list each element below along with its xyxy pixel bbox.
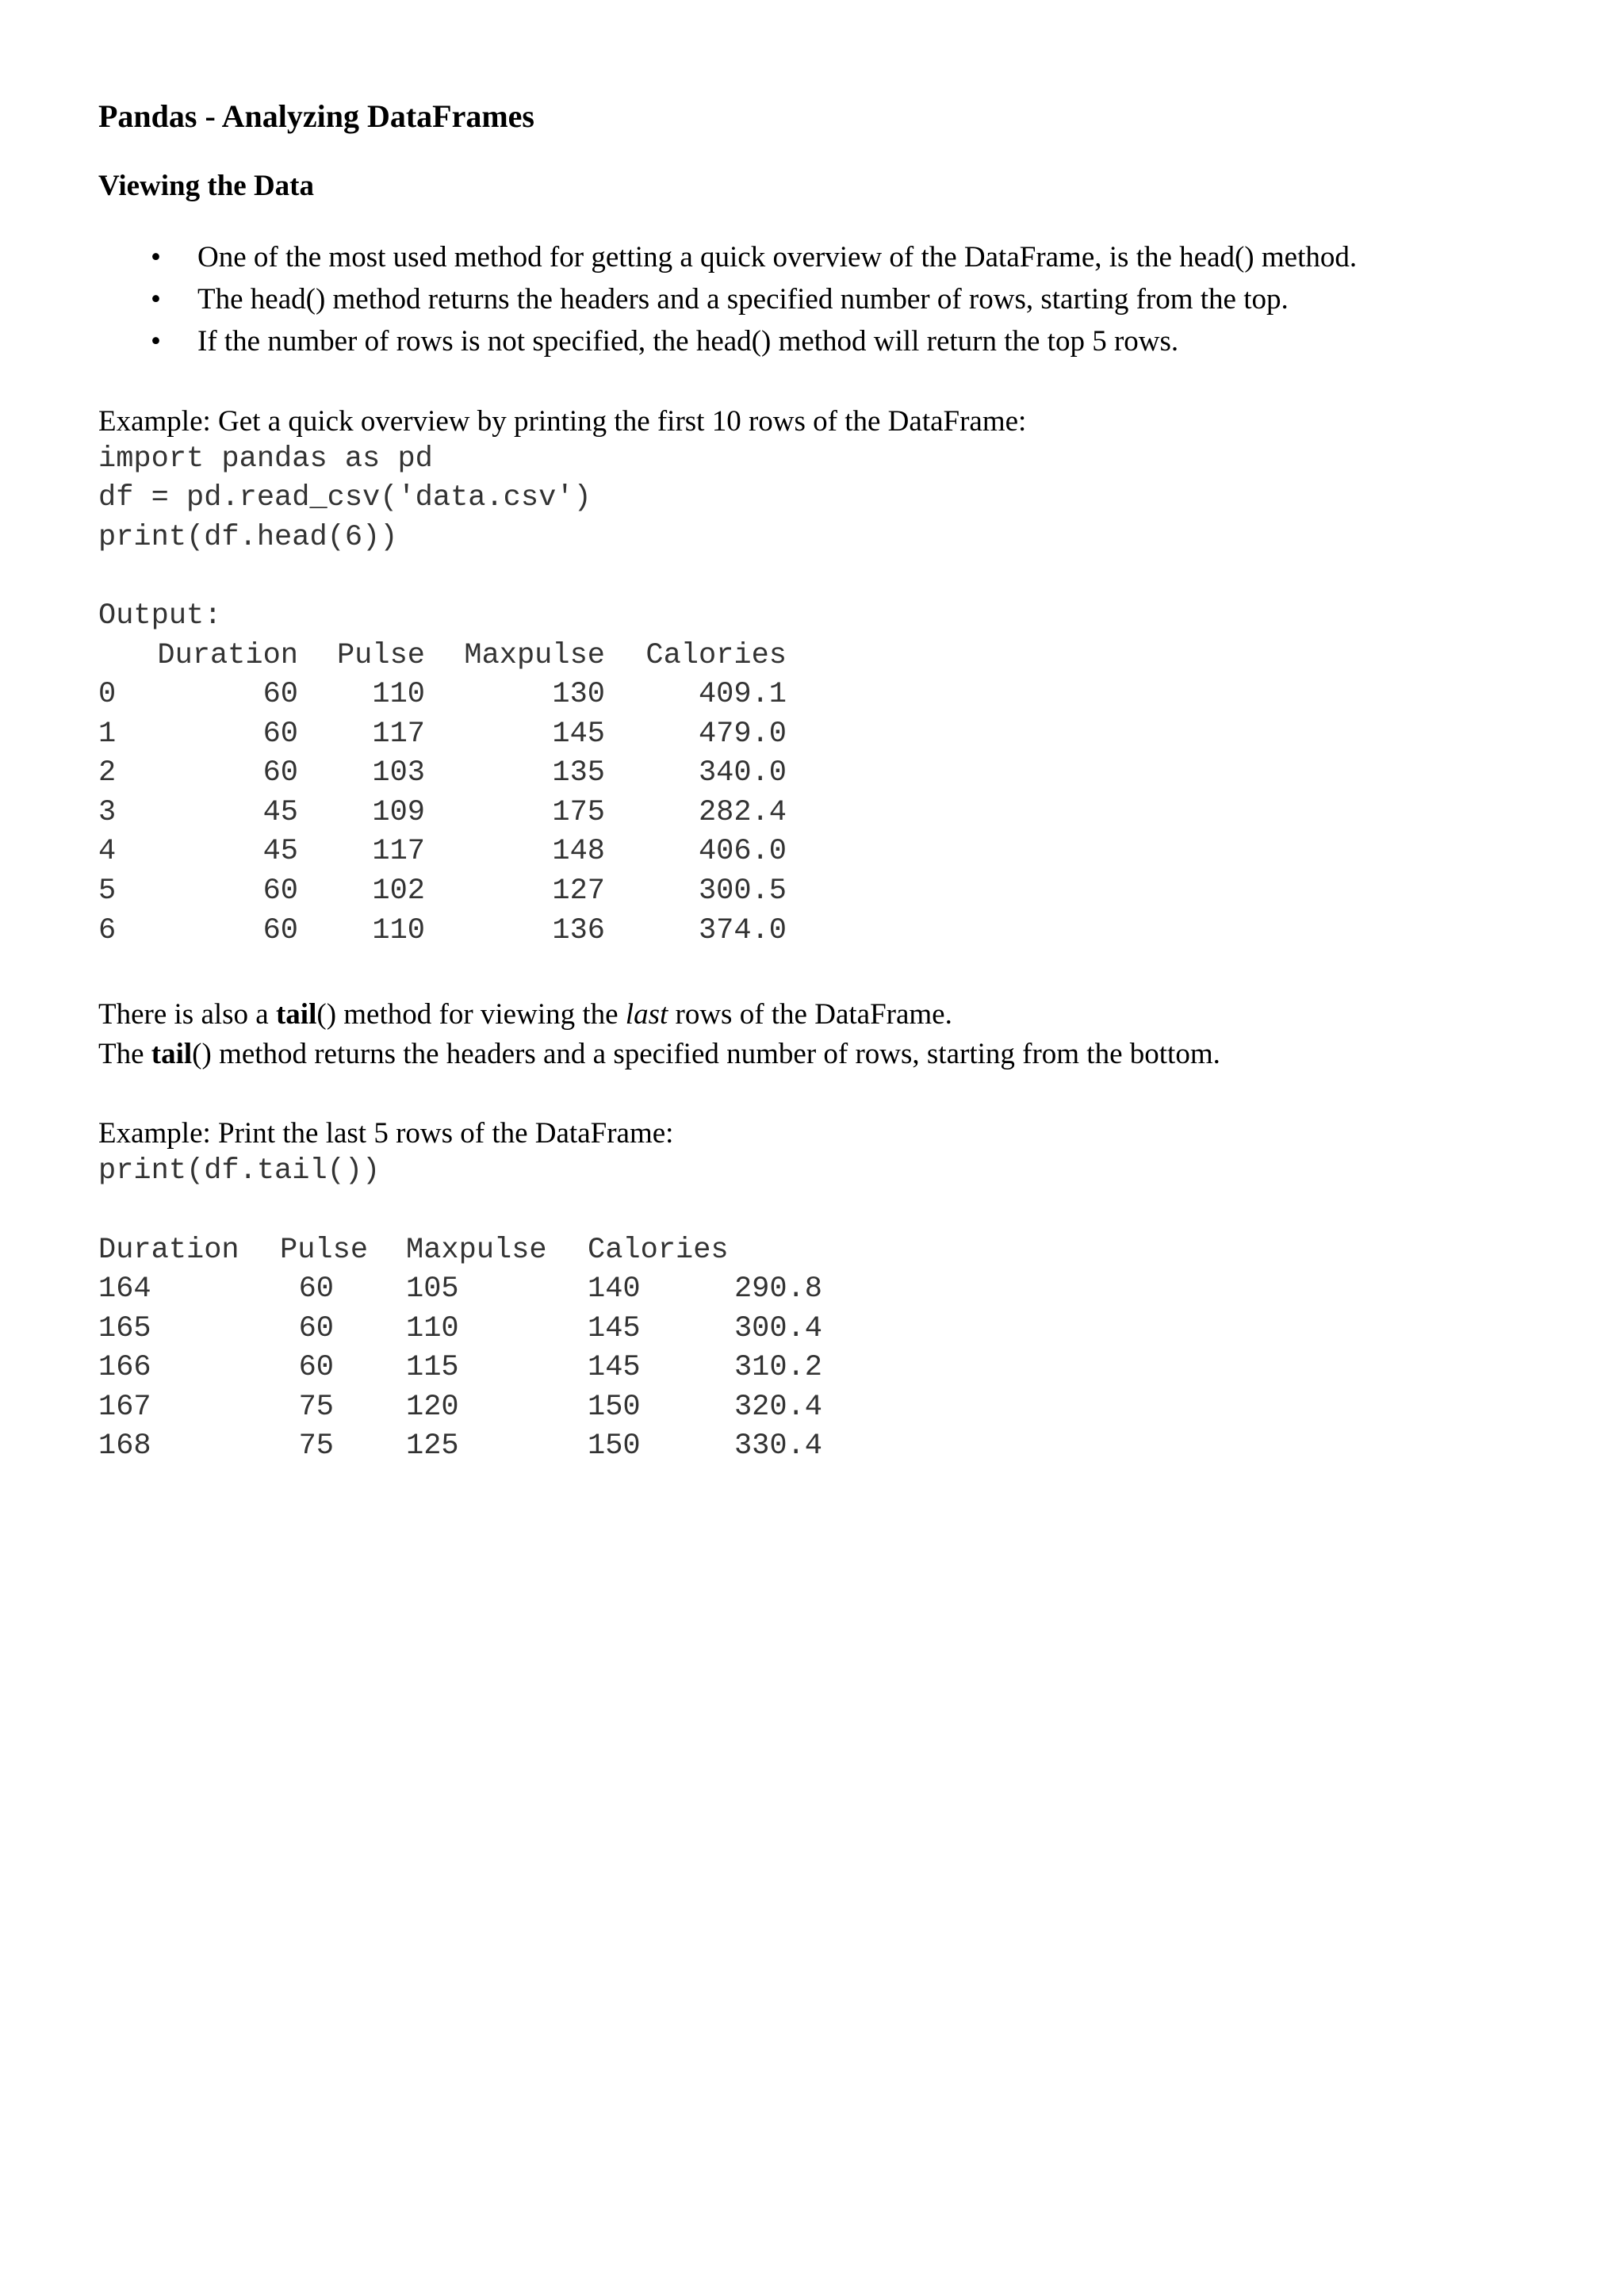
bullet-text: One of the most used method for getting a quick overview of the DataFrame, is the head() method. [197, 241, 1358, 274]
table-column-header: Duration [98, 1234, 239, 1267]
table-cell: 290.8 [733, 1272, 822, 1306]
table-cell: 145 [552, 717, 605, 751]
table-row-index: 0 [98, 678, 117, 711]
table-cell: 175 [552, 795, 605, 829]
table-cell: 282.4 [698, 795, 787, 829]
table-cell: 45 [262, 795, 298, 829]
bullet-icon: • [151, 283, 161, 316]
tail-description-line-2 [98, 1035, 1220, 1074]
code-line: import pandas as pd [98, 442, 433, 476]
bullet-icon: • [151, 241, 161, 274]
bullet-item [98, 278, 1357, 320]
table-column-header: Calories [645, 639, 787, 672]
table-cell: 127 [552, 874, 605, 908]
bold-method-name: tail [151, 1038, 193, 1070]
table-cell: 409.1 [698, 678, 787, 711]
table-cell: 60 [298, 1272, 334, 1306]
code-line: df = pd.read_csv('data.csv') [98, 481, 592, 515]
bullet-icon: • [151, 325, 161, 358]
table-cell: 125 [406, 1429, 459, 1464]
text-segment: The [98, 1038, 151, 1070]
table-cell: 135 [552, 756, 605, 790]
table-cell: 60 [262, 874, 298, 908]
table-cell: 60 [298, 1311, 334, 1345]
table-row-index: 3 [98, 795, 117, 829]
example-head-label: Example: Get a quick overview by printing the first 10 rows of the DataFrame: [98, 405, 1027, 438]
table-row-index: 5 [98, 874, 117, 908]
table-cell: 479.0 [698, 717, 787, 751]
table-column-header: Duration [157, 639, 298, 672]
table-cell: 102 [372, 874, 425, 908]
table-cell: 117 [372, 835, 425, 869]
table-cell: 75 [298, 1390, 334, 1424]
table-cell: 140 [588, 1272, 641, 1306]
table-row-index: 165 [98, 1311, 151, 1345]
table-cell: 300.5 [698, 874, 787, 908]
table-cell: 136 [552, 913, 605, 947]
section-heading: Viewing the Data [98, 170, 314, 202]
table-cell: 60 [262, 678, 298, 711]
bullet-text: If the number of rows is not specified, the head() method will return the top 5 rows. [197, 325, 1179, 358]
table-cell: 60 [298, 1351, 334, 1385]
table-row-index: 167 [98, 1390, 151, 1424]
table-row-index: 1 [98, 717, 117, 751]
table-row-index: 2 [98, 756, 117, 790]
table-row-index: 164 [98, 1272, 151, 1306]
text-segment: rows of the DataFrame. [668, 998, 952, 1031]
table-cell: 406.0 [698, 835, 787, 869]
table-column-header: Pulse [280, 1234, 369, 1267]
table-cell: 310.2 [733, 1351, 822, 1385]
bold-method-name: tail [275, 998, 317, 1031]
table-cell: 150 [588, 1390, 641, 1424]
table-cell: 330.4 [733, 1429, 822, 1464]
table-row-index: 166 [98, 1351, 151, 1385]
text-segment: () method returns the headers and a specified number of rows, starting from the bottom. [192, 1038, 1220, 1070]
table-row-index: 168 [98, 1429, 151, 1464]
table-cell: 117 [372, 717, 425, 751]
table-cell: 130 [552, 678, 605, 711]
table-cell: 145 [588, 1351, 641, 1385]
table-cell: 45 [262, 835, 298, 869]
table-cell: 110 [372, 913, 425, 947]
table-cell: 110 [406, 1311, 459, 1345]
table-cell: 105 [406, 1272, 459, 1306]
bullet-item [98, 320, 1357, 362]
table-cell: 115 [406, 1351, 459, 1385]
table-cell: 150 [588, 1429, 641, 1464]
table-cell: 75 [298, 1429, 334, 1464]
table-cell: 340.0 [698, 756, 787, 790]
code-line: print(df.tail()) [98, 1154, 381, 1188]
table-column-header: Pulse [336, 639, 425, 672]
output-label: Output: [98, 599, 222, 633]
bullet-item [98, 236, 1357, 278]
table-cell: 110 [372, 678, 425, 711]
text-segment: There is also a [98, 998, 276, 1031]
table-cell: 148 [552, 835, 605, 869]
table-column-header: Maxpulse [406, 1234, 547, 1267]
table-cell: 300.4 [733, 1311, 822, 1345]
page-title: Pandas - Analyzing DataFrames [98, 98, 534, 134]
table-cell: 60 [262, 717, 298, 751]
italic-word: last [625, 998, 668, 1031]
table-cell: 103 [372, 756, 425, 790]
table-cell: 60 [262, 756, 298, 790]
table-cell: 145 [588, 1311, 641, 1345]
table-cell: 120 [406, 1390, 459, 1424]
table-cell: 374.0 [698, 913, 787, 947]
example-tail-label: Example: Print the last 5 rows of the DataFrame: [98, 1117, 674, 1150]
table-column-header: Maxpulse [464, 639, 605, 672]
table-column-header: Calories [588, 1234, 729, 1267]
table-cell: 109 [372, 795, 425, 829]
bullet-list [98, 236, 1357, 362]
text-segment: () method for viewing the [316, 998, 626, 1031]
bullet-text: The head() method returns the headers and a specified number of rows, starting from the top. [197, 283, 1289, 316]
tail-description-line-1 [98, 995, 952, 1035]
table-row-index: 4 [98, 835, 117, 869]
table-row-index: 6 [98, 913, 117, 947]
table-cell: 60 [262, 913, 298, 947]
table-cell: 320.4 [733, 1390, 822, 1424]
code-line: print(df.head(6)) [98, 521, 398, 554]
